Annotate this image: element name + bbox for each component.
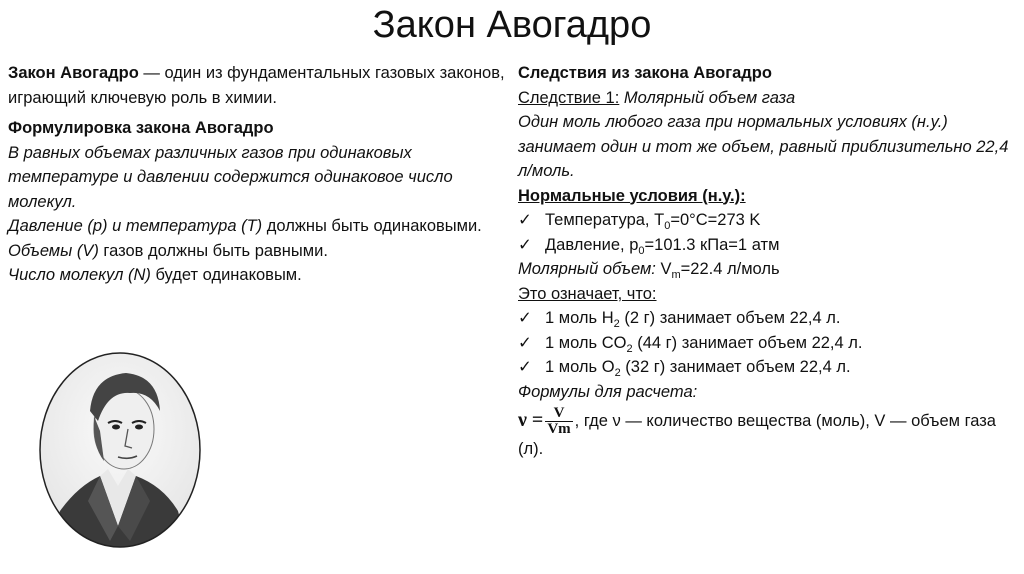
example-text: 1 моль O bbox=[545, 358, 615, 376]
checkmark-icon: ✓ bbox=[518, 309, 532, 327]
molar-volume-label: Молярный объем: bbox=[518, 260, 656, 278]
condition-item bbox=[8, 239, 508, 264]
example-text: (32 г) занимает объем 22,4 л. bbox=[620, 358, 851, 376]
condition-text: будет одинаковым. bbox=[150, 266, 302, 284]
formula-explanation: , где ν — количество вещества (моль), V — объем газа (л). bbox=[518, 411, 996, 458]
normal-conditions-heading: Нормальные условия (н.у.): bbox=[518, 186, 746, 205]
example-item bbox=[518, 355, 1018, 380]
avogadro-portrait bbox=[38, 351, 202, 549]
checkmark-icon: ✓ bbox=[518, 211, 532, 229]
formula-line bbox=[518, 406, 1018, 462]
formula-denominator: Vm bbox=[547, 421, 571, 437]
formula-fraction bbox=[545, 406, 572, 437]
checkmark-icon: ✓ bbox=[518, 333, 532, 352]
left-column bbox=[8, 61, 508, 288]
right-column bbox=[518, 61, 1018, 462]
example-text: 1 моль CO bbox=[545, 333, 627, 352]
condition-text: газов должны быть равными. bbox=[98, 241, 328, 260]
example-text: 1 моль H bbox=[545, 309, 614, 327]
condition-term: Число молекул (N) bbox=[8, 266, 151, 284]
molar-volume-value: =22.4 л/моль bbox=[680, 260, 780, 278]
molar-volume-symbol: V bbox=[655, 260, 672, 278]
condition-label: Давление, p bbox=[545, 235, 639, 254]
condition-item bbox=[8, 214, 508, 239]
intro-term: Закон Авогадро bbox=[8, 64, 139, 82]
condition-text: должны быть одинаковыми. bbox=[262, 217, 482, 235]
formulas-heading: Формулы для расчета: bbox=[518, 382, 698, 401]
consequences-heading: Следствия из закона Авогадро bbox=[518, 64, 772, 82]
normal-condition-item bbox=[518, 233, 1018, 258]
condition-value: =0°C=273 K bbox=[670, 211, 761, 229]
formula-lhs: ν = bbox=[518, 408, 544, 431]
formulation-text: В равных объемах различных газов при одинаковых температуре и давлении содержится одинаковое число молекул. bbox=[8, 143, 453, 211]
slide-title: Закон Авогадро bbox=[372, 4, 652, 46]
subscript: 2 bbox=[626, 342, 633, 355]
example-item bbox=[518, 331, 1018, 356]
example-item bbox=[518, 306, 1018, 331]
condition-value: =101.3 кПа=1 атм bbox=[644, 235, 780, 254]
intro-text: — один из фундаментальных газовых законов, играющий ключевую роль в химии. bbox=[8, 64, 505, 107]
formula-numerator: V bbox=[545, 406, 572, 422]
condition-term: Давление (p) и температура (T) bbox=[8, 217, 263, 235]
checkmark-icon: ✓ bbox=[518, 235, 532, 254]
subscript: 0 bbox=[638, 244, 645, 257]
condition-item bbox=[8, 263, 508, 288]
consequence-label: Следствие 1: bbox=[518, 88, 620, 107]
consequence-title bbox=[518, 86, 1018, 111]
intro-paragraph bbox=[8, 61, 508, 110]
subscript: 2 bbox=[613, 318, 620, 330]
normal-condition-item bbox=[518, 208, 1018, 233]
means-heading: Это означает, что: bbox=[518, 284, 657, 303]
molar-volume-line bbox=[518, 257, 1018, 282]
formulation-heading: Формулировка закона Авогадро bbox=[8, 119, 274, 137]
consequence-name: Молярный объем газа bbox=[619, 88, 796, 107]
example-text: (2 г) занимает объем 22,4 л. bbox=[619, 309, 841, 327]
subscript: m bbox=[671, 269, 681, 281]
subscript: 0 bbox=[664, 220, 671, 232]
subscript: 2 bbox=[614, 367, 621, 379]
condition-label: Температура, T bbox=[545, 211, 665, 229]
example-text: (44 г) занимает объем 22,4 л. bbox=[632, 333, 863, 352]
condition-term: Объемы (V) bbox=[8, 241, 99, 260]
consequence-text: Один моль любого газа при нормальных условиях (н.у.) занимает один и тот же объем, равный приблизительно 22,4 л/моль. bbox=[518, 113, 1009, 180]
checkmark-icon: ✓ bbox=[518, 358, 532, 376]
